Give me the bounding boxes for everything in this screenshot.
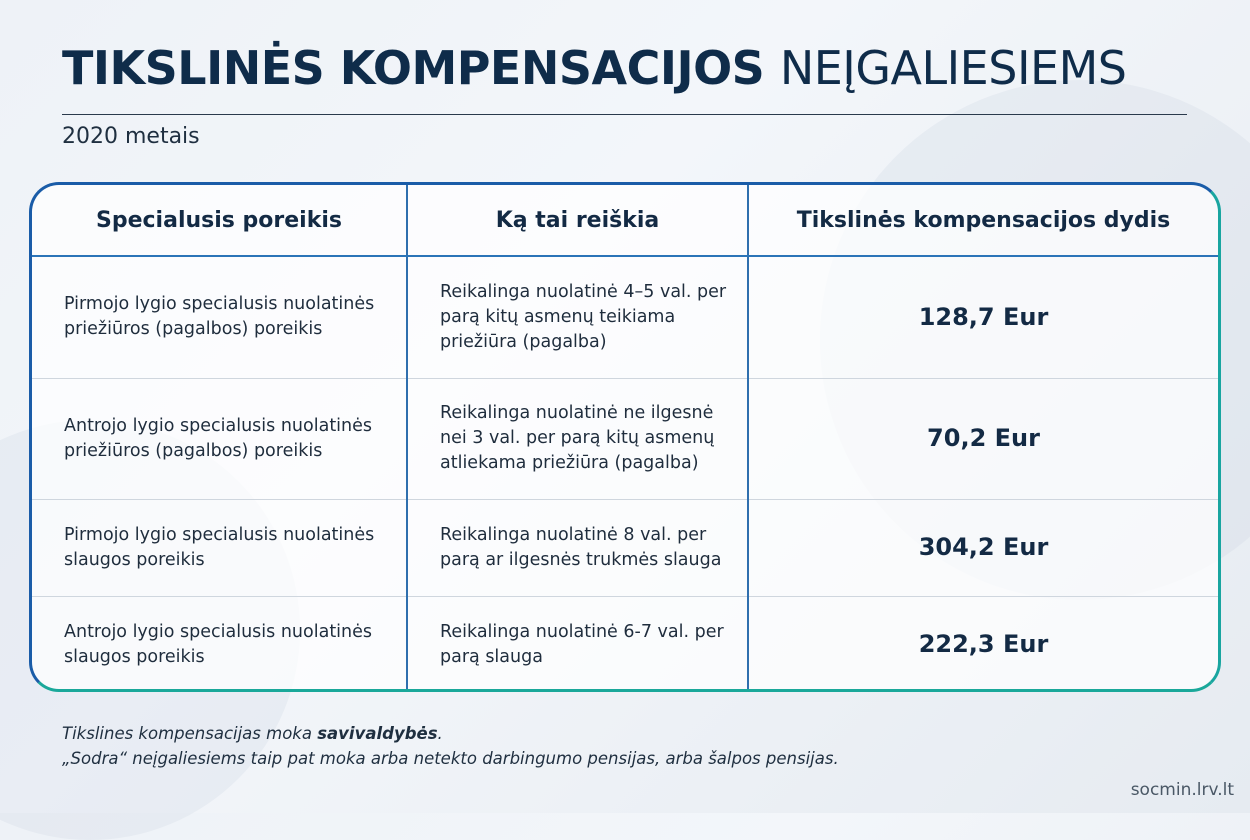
need-cell: Pirmojo lygio specialusis nuolatinės slaugos poreikis [32,499,407,596]
meaning-cell: Reikalinga nuolatinė ne ilgesnė nei 3 val. per parą kitų asmenų atliekama priežiūra (pagalba) [407,378,748,499]
amount-cell: 304,2 Eur [748,499,1218,596]
footnote-payer [62,721,839,746]
meaning-cell: Reikalinga nuolatinė 8 val. per parą ar ilgesnės trukmės slauga [407,499,748,596]
title-bold: TIKSLINĖS KOMPENSACIJOS [62,41,765,95]
subtitle-year: 2020 metais [62,124,200,149]
compensation-table [29,182,1221,692]
table-row [32,596,1218,692]
column-header-meaning: Ką tai reiškia [407,185,748,256]
footnote-emphasis: savivaldybės [317,724,438,743]
footnote-sodra: „Sodra“ neįgaliesiems taip pat moka arba netekto darbingumo pensijas, arba šalpos pensijas. [62,749,839,768]
table [32,185,1218,692]
need-cell: Antrojo lygio specialusis nuolatinės priežiūros (pagalbos) poreikis [32,378,407,499]
need-cell: Pirmojo lygio specialusis nuolatinės priežiūros (pagalbos) poreikis [32,256,407,378]
meaning-cell: Reikalinga nuolatinė 4–5 val. per parą kitų asmenų teikiama priežiūra (pagalba) [407,256,748,378]
meaning-cell: Reikalinga nuolatinė 6-7 val. per parą slauga [407,596,748,692]
table-row [32,378,1218,499]
table-row [32,256,1218,378]
amount-cell: 222,3 Eur [748,596,1218,692]
amount-cell: 128,7 Eur [748,256,1218,378]
footnotes [62,721,839,771]
title-divider [62,114,1187,115]
amount-cell: 70,2 Eur [748,378,1218,499]
title-light: NEĮGALIESIEMS [779,41,1127,95]
need-cell: Antrojo lygio specialusis nuolatinės slaugos poreikis [64,621,373,667]
website-link[interactable]: socmin.lrv.lt [1130,780,1234,800]
footnote-punctuation: . [437,724,443,743]
column-header-amount: Tikslinės kompensacijos dydis [748,185,1218,256]
column-header-need: Specialusis poreikis [32,185,407,256]
table-row [32,499,1218,596]
table-header-row [32,185,1218,256]
page-title [62,38,1126,98]
footnote-text: Tikslines kompensacijas moka [62,724,318,743]
